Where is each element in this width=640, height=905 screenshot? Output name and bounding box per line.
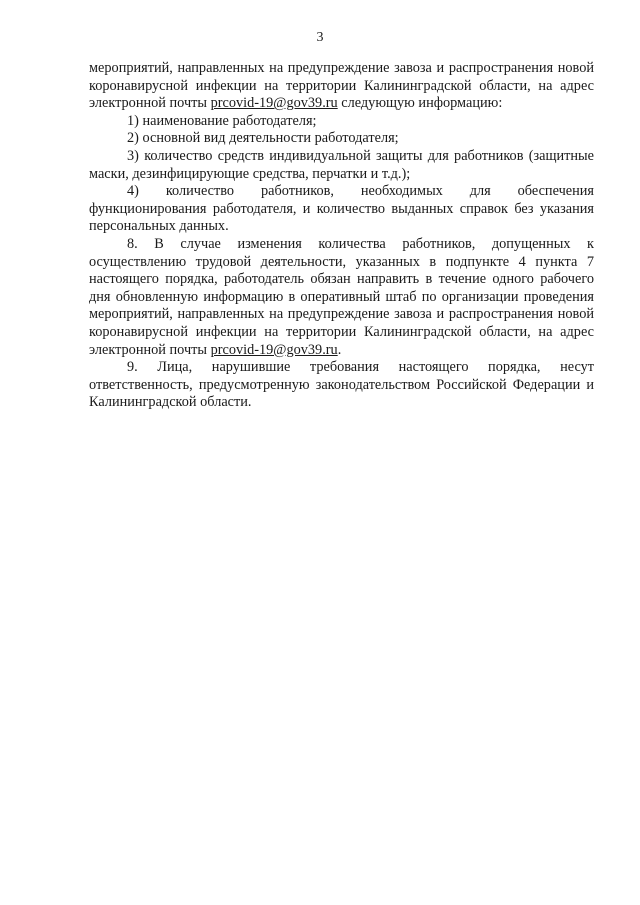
list-item-2: 2) основной вид деятельности работодателя; xyxy=(127,130,399,147)
list-item-3: 3) количество средств индивидуальной защиты для работников (защитные маски, дезинфицирующие средства, перчатки и т.д.); xyxy=(89,147,594,182)
paragraph-9: 9. Лица, нарушившие требования настоящего порядка, несут ответственность, предусмотренную законодательством Российской Федерации и Калининградской области. xyxy=(89,359,594,411)
email-link[interactable]: prcovid-19@gov39.ru xyxy=(210,95,338,112)
page-number: 3 xyxy=(316,30,324,45)
paragraph-continuation xyxy=(89,60,594,113)
paragraph-8 xyxy=(89,236,594,359)
paragraph-text-tail: следующую информацию: xyxy=(337,95,503,112)
list-item-4: 4) количество работников, необходимых для обеспечения функционирования работодателя, и количество выданных справок без указания персональных данных. xyxy=(89,183,594,235)
paragraph-8-text: 8. В случае изменения количества работников, допущенных к осуществлению трудовой деятельности, указанных в подпункте 4 пункта 7 настоящего порядка, работодатель обязан направить в течение одного рабочего дня обновленную информацию в оперативный штаб по организации проведения мероприятий, направленных на предупреждение завоза и распространения новой коронавирусной инфекции на территории Калининградской области, на адрес электронной почты xyxy=(89,235,594,358)
email-link-2[interactable]: prcovid-19@gov39.ru xyxy=(210,341,338,358)
document-body xyxy=(89,60,594,412)
paragraph-text: мероприятий, направленных на предупреждение завоза и распространения новой коронавирусной инфекции на территории Калининградской области, на адрес электронной почты xyxy=(89,60,594,112)
list-item-1: 1) наименование работодателя; xyxy=(127,112,317,129)
paragraph-8-tail: . xyxy=(337,341,342,358)
